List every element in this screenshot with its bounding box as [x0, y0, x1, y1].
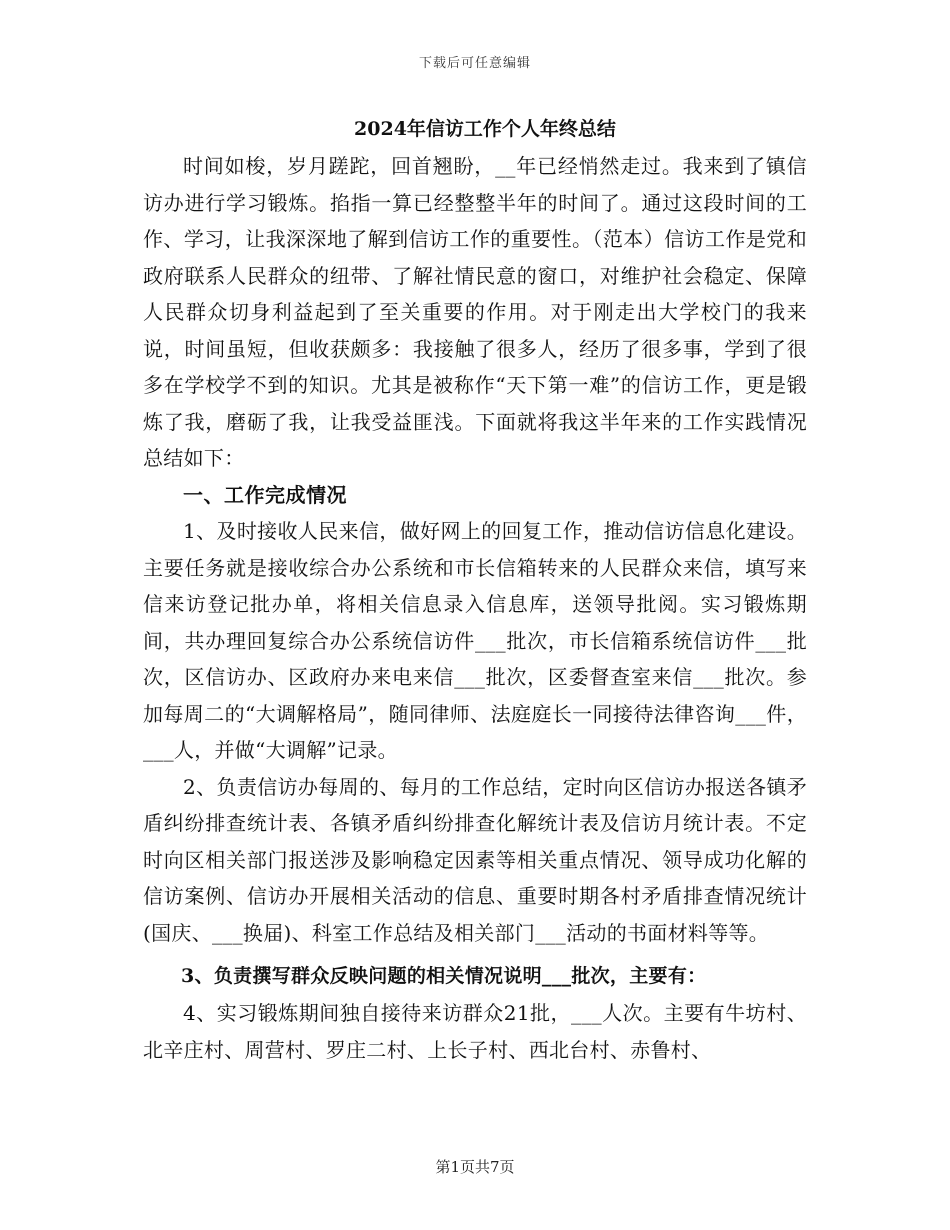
document-body	[143, 112, 807, 1068]
item-1-paragraph: 1、及时接收人民来信，做好网上的回复工作，推动信访信息化建设。主要任务就是接收综合办公系统和市长信箱转来的人民群众来信，填写来信来访登记批办单，将相关信息录入信息库，送领导批阅。实习锻炼期间，共办理回复综合办公系统信访件___批次，市长信箱系统信访件___批次，区信访办、区政府办来电来信___批次，区委督查室来信___批次。参加每周二的“大调解格局”，随同律师、法庭庭长一同接待法律咨询___件，___人，并做“大调解”记录。	[143, 519, 807, 762]
page-footer: 第1页共7页	[435, 1158, 515, 1176]
item-4-paragraph: 4、实习锻炼期间独自接待来访群众21批，___人次。主要有牛坊村、北辛庄村、周营村、罗庄二村、上长子村、西北台村、赤鲁村、	[143, 1001, 807, 1062]
intro-paragraph: 时间如梭，岁月蹉跎，回首翘盼，__年已经悄然走过。我来到了镇信访办进行学习锻炼。掐指一算已经整整半年的时间了。通过这段时间的工作、学习，让我深深地了解到信访工作的重要性。（范本）信访工作是党和政府联系人民群众的纽带、了解社情民意的窗口，对维护社会稳定、保障人民群众切身利益起到了至关重要的作用。对于刚走出大学校门的我来说，时间虽短，但收获颇多：我接触了很多人，经历了很多事，学到了很多在学校学不到的知识。尤其是被称作“天下第一难”的信访工作，更是锻炼了我，磨砺了我，让我受益匪浅。下面就将我这半年来的工作实践情况总结如下：	[143, 154, 807, 470]
document-title: 2024年信访工作个人年终总结	[354, 118, 616, 140]
section-heading: 一、工作完成情况	[183, 482, 347, 507]
item-3-paragraph: 3、负责撰写群众反映问题的相关情况说明___批次，主要有：	[181, 965, 707, 987]
item-2-paragraph: 2、负责信访办每周的、每月的工作总结，定时向区信访办报送各镇矛盾纠纷排查统计表、各镇矛盾纠纷排查化解统计表及信访月统计表。不定时向区相关部门报送涉及影响稳定因素等相关重点情况、领导成功化解的信访案例、信访办开展相关活动的信息、重要时期各村矛盾排查情况统计(国庆、___换届)、科室工作总结及相关部门___活动的书面材料等等。	[143, 774, 807, 945]
page-header-note: 下载后可任意编辑	[418, 56, 531, 71]
